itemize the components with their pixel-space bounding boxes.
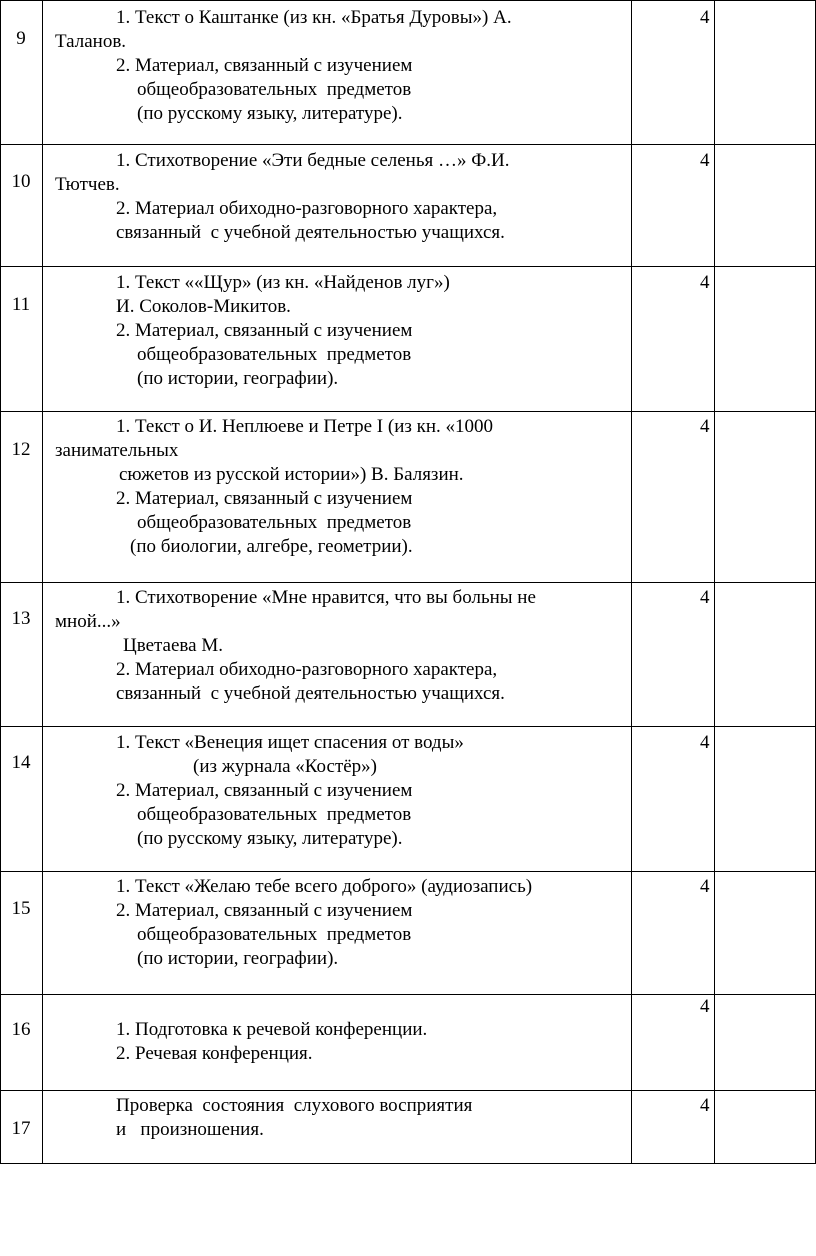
table-horizontal-rule xyxy=(0,726,816,727)
lesson-content-line: 1. Текст «Желаю тебе всего доброго» (аудиозапись) xyxy=(116,876,533,897)
lesson-content-line: Цветаева М. xyxy=(123,635,223,656)
row-number: 13 xyxy=(11,608,31,629)
lesson-content-line: Таланов. xyxy=(55,31,127,52)
table-horizontal-rule xyxy=(0,0,816,1)
lesson-content-line: (по истории, географии). xyxy=(137,368,339,389)
hours-value: 4 xyxy=(700,876,710,897)
hours-value: 4 xyxy=(700,7,710,28)
lesson-content-line: (по истории, географии). xyxy=(137,948,339,969)
lesson-content-line: связанный с учебной деятельностью учащихся. xyxy=(116,222,505,243)
hours-value: 4 xyxy=(700,416,710,437)
hours-value: 4 xyxy=(700,150,710,171)
lesson-content-line: 1. Текст «Венеция ищет спасения от воды» xyxy=(116,732,464,753)
lesson-content-line: 1. Текст о Каштанке (из кн. «Братья Дуровы») А. xyxy=(116,7,512,28)
hours-value: 4 xyxy=(700,1095,710,1116)
hours-value: 4 xyxy=(700,272,710,293)
lesson-content-line: и произношения. xyxy=(116,1119,264,1140)
lesson-content-line: общеобразовательных предметов xyxy=(137,512,412,533)
lesson-content-line: занимательных xyxy=(55,440,179,461)
lesson-content-line: 1. Текст ««Щур» (из кн. «Найденов луг») xyxy=(116,272,450,293)
row-number: 14 xyxy=(11,752,31,773)
row-number: 17 xyxy=(11,1118,31,1139)
lesson-content-line: 1. Текст о И. Неплюеве и Петре I (из кн. «1000 xyxy=(116,416,494,437)
lesson-content-line: Проверка состояния слухового восприятия xyxy=(116,1095,473,1116)
row-number: 9 xyxy=(16,28,26,49)
table-horizontal-rule xyxy=(0,411,816,412)
lesson-content-line: 2. Материал обиходно-разговорного характера, xyxy=(116,198,498,219)
row-number: 12 xyxy=(11,439,31,460)
lesson-content-line: общеобразовательных предметов xyxy=(137,804,412,825)
lesson-content-line: 1. Стихотворение «Мне нравится, что вы больны не xyxy=(116,587,536,608)
lesson-content-line: (из журнала «Костёр») xyxy=(193,756,378,777)
lesson-content-line: 2. Речевая конференция. xyxy=(116,1043,313,1064)
row-number: 10 xyxy=(11,171,31,192)
lesson-content-line: общеобразовательных предметов xyxy=(137,924,412,945)
hours-value: 4 xyxy=(700,732,710,753)
lesson-content-line: (по биологии, алгебре, геометрии). xyxy=(130,536,413,557)
row-number: 11 xyxy=(11,294,31,315)
table-horizontal-rule xyxy=(0,144,816,145)
table-horizontal-rule xyxy=(0,1163,816,1164)
lesson-content-line: 2. Материал, связанный с изучением xyxy=(116,780,413,801)
lesson-content-line: 2. Материал, связанный с изучением xyxy=(116,488,413,509)
lesson-content-line: мной...» xyxy=(55,611,121,632)
hours-value: 4 xyxy=(700,996,710,1017)
lesson-content-line: 1. Подготовка к речевой конференции. xyxy=(116,1019,428,1040)
lesson-content-line: И. Соколов-Микитов. xyxy=(116,296,291,317)
row-number: 16 xyxy=(11,1019,31,1040)
lesson-content-line: 2. Материал, связанный с изучением xyxy=(116,320,413,341)
row-number: 15 xyxy=(11,898,31,919)
hours-value: 4 xyxy=(700,587,710,608)
table-horizontal-rule xyxy=(0,1090,816,1091)
lesson-content-line: 2. Материал, связанный с изучением xyxy=(116,900,413,921)
lesson-content-line: общеобразовательных предметов xyxy=(137,79,412,100)
lesson-content-line: 1. Стихотворение «Эти бедные селенья …» Ф.И. xyxy=(116,150,510,171)
lesson-content-line: Тютчев. xyxy=(55,174,120,195)
lesson-content-line: сюжетов из русской истории») В. Балязин. xyxy=(119,464,464,485)
table-horizontal-rule xyxy=(0,994,816,995)
table-horizontal-rule xyxy=(0,266,816,267)
table-horizontal-rule xyxy=(0,582,816,583)
lesson-content-line: 2. Материал обиходно-разговорного характера, xyxy=(116,659,498,680)
lesson-content-line: (по русскому языку, литературе). xyxy=(137,103,403,124)
lesson-content-line: общеобразовательных предметов xyxy=(137,344,412,365)
lesson-content-line: 2. Материал, связанный с изучением xyxy=(116,55,413,76)
table-horizontal-rule xyxy=(0,871,816,872)
lesson-content-line: связанный с учебной деятельностью учащихся. xyxy=(116,683,505,704)
lesson-content-line: (по русскому языку, литературе). xyxy=(137,828,403,849)
